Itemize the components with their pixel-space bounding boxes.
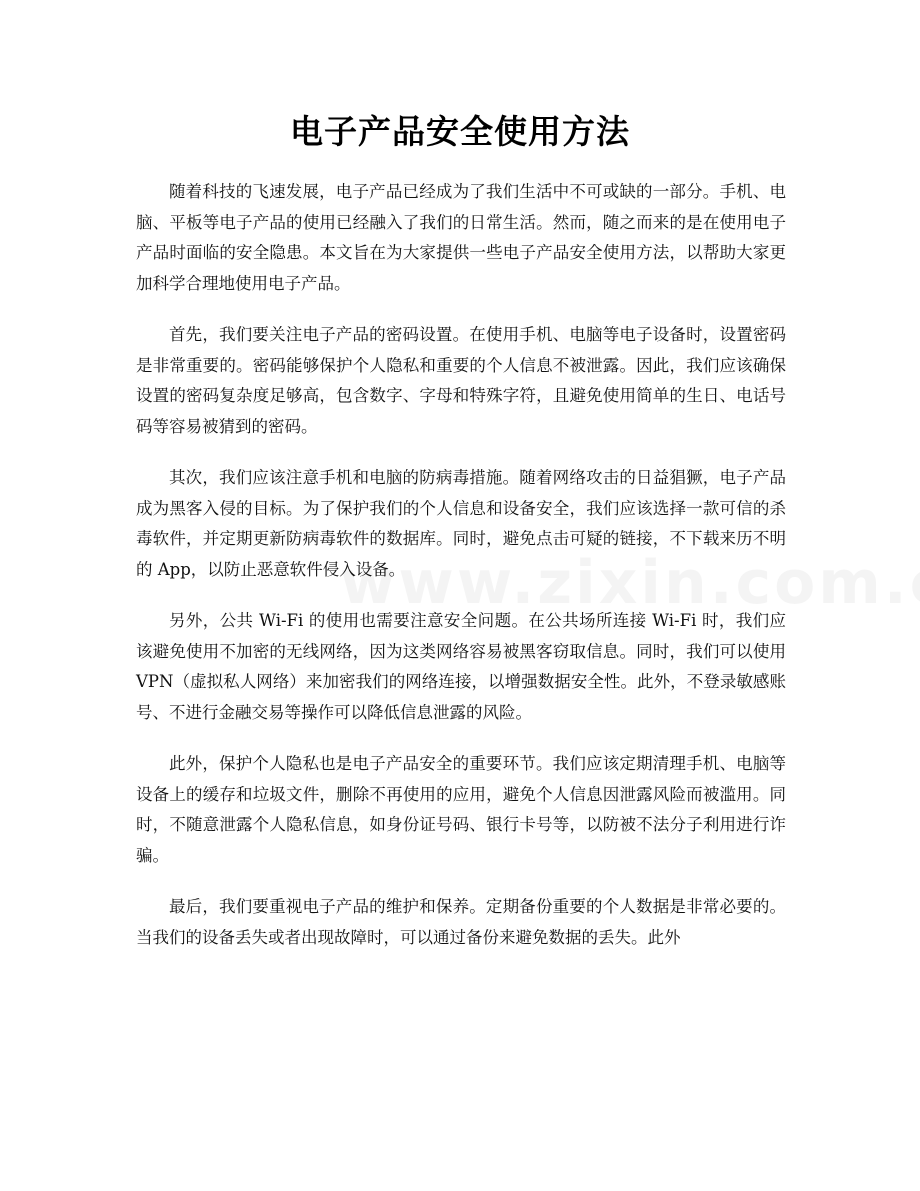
paragraph-password: 首先，我们要关注电子产品的密码设置。在使用手机、电脑等电子设备时，设置密码是非常重要的。密码能够保护个人隐私和重要的个人信息不被泄露。因此，我们应该确保设置的密码复杂度足够高，包含数字、字母和特殊字符，且避免使用简单的生日、电话号码等容易被猜到的密码。 <box>136 325 786 436</box>
document-body <box>136 177 786 974</box>
paragraph-public-wifi: 另外，公共 Wi-Fi 的使用也需要注意安全问题。在公共场所连接 Wi-Fi 时，我们应该避免使用不加密的无线网络，因为这类网络容易被黑客窃取信息。同时，我们可以使用 VPN（虚拟私人网络）来加密我们的网络连接，以增强数据安全性。此外，不登录敏感账号、不进行金融交易等操作可以降低信息泄露的风险。 <box>136 611 786 722</box>
paragraph-privacy: 此外，保护个人隐私也是电子产品安全的重要环节。我们应该定期清理手机、电脑等设备上的缓存和垃圾文件，删除不再使用的应用，避免个人信息因泄露风险而被滥用。同时，不随意泄露个人隐私信息，如身份证号码、银行卡号等，以防被不法分子利用进行诈骗。 <box>136 754 786 865</box>
paragraph-antivirus: 其次，我们应该注意手机和电脑的防病毒措施。随着网络攻击的日益猖獗，电子产品成为黑客入侵的目标。为了保护我们的个人信息和设备安全，我们应该选择一款可信的杀毒软件，并定期更新防病毒软件的数据库。同时，避免点击可疑的链接，不下载来历不明的 App，以防止恶意软件侵入设备。 <box>136 468 786 579</box>
paragraph-intro: 随着科技的飞速发展，电子产品已经成为了我们生活中不可或缺的一部分。手机、电脑、平板等电子产品的使用已经融入了我们的日常生活。然而，随之而来的是在使用电子产品时面临的安全隐患。本文旨在为大家提供一些电子产品安全使用方法，以帮助大家更加科学合理地使用电子产品。 <box>136 182 786 293</box>
document-title: 电子产品安全使用方法 <box>290 112 630 151</box>
paragraph-maintenance: 最后，我们要重视电子产品的维护和保养。定期备份重要的个人数据是非常必要的。当我们的设备丢失或者出现故障时，可以通过备份来避免数据的丢失。此外 <box>136 897 786 947</box>
